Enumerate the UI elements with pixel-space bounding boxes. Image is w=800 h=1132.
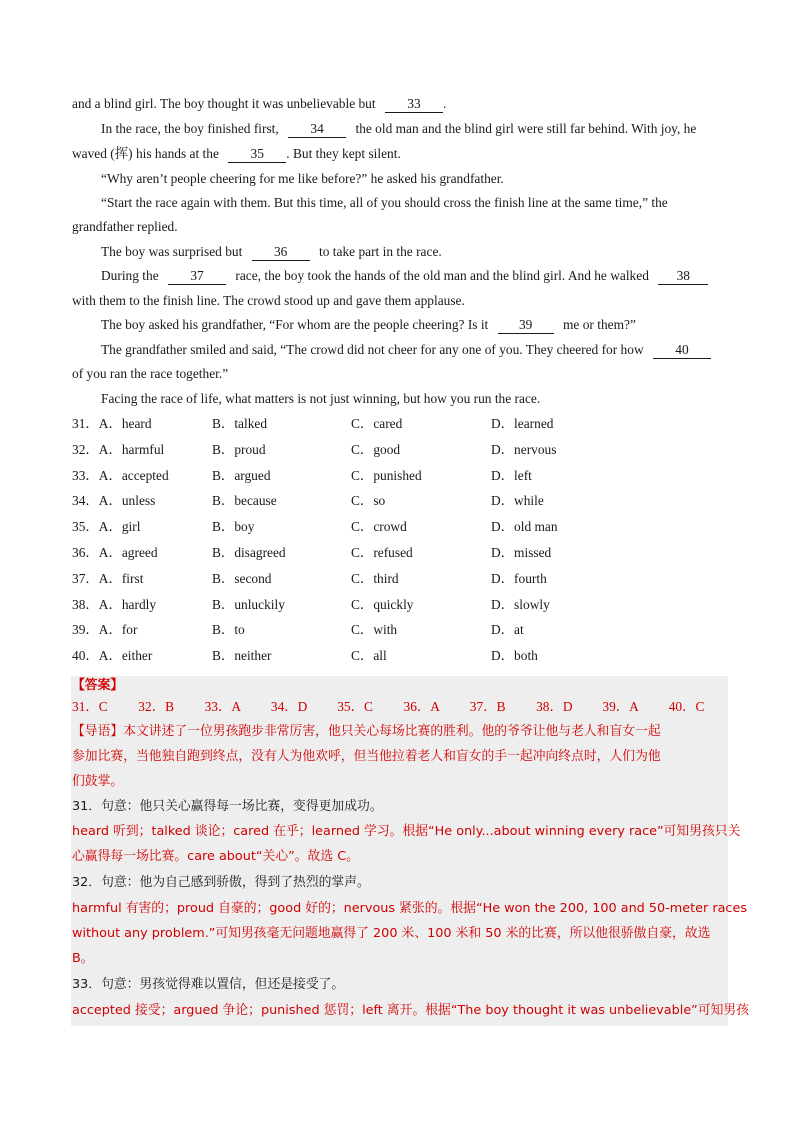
option-text: B．argued (212, 467, 271, 483)
option-text: D．old man (491, 519, 558, 535)
option-a (72, 595, 156, 615)
question-number: 37． (72, 570, 99, 586)
passage-line: Facing the race of life, what matters is not just winning, but how you run the race. (101, 391, 541, 406)
question-number: 36． (72, 545, 99, 560)
option-b (212, 466, 271, 486)
passage-line: with them to the finish line. The crowd stood up and gave them applause. (72, 293, 465, 308)
option-c (351, 646, 387, 666)
answer-item: 33．A (204, 699, 242, 714)
option-d (491, 569, 547, 589)
option-text: B．proud (212, 441, 266, 457)
option-text: B．to (212, 622, 245, 638)
option-text: A．first (98, 570, 144, 586)
passage-text: The boy asked his grandfather, “For whom are the people cheering? Is it (101, 317, 489, 332)
answer-item: 36．A (403, 699, 440, 714)
q32-explanation: B。 (72, 951, 94, 966)
q31-meaning: 31．句意：他只关心赢得每一场比赛，变得更加成功。 (72, 799, 383, 814)
guide-line: 们鼓掌。 (72, 774, 124, 789)
passage-line: “Why aren’t people cheering for me like before?” he asked his grandfather. (101, 171, 504, 186)
q31-explanation: heard 听到；talked 谈论；cared 在乎；learned 学习。根据“He only...about winning every race”可知男孩只关 (72, 824, 741, 839)
answer-item: 35．C (337, 699, 373, 714)
guide-line: 【导语】本文讲述了一位男孩跑步非常厉害，他只关心每场比赛的胜利。他的爷爷让他与老人和盲女一起 (72, 724, 661, 739)
option-a (72, 569, 143, 589)
option-c (351, 569, 399, 589)
option-text: D．fourth (491, 570, 547, 586)
passage-text: race, the boy took the hands of the old man and the blind girl. And he walked (235, 268, 649, 283)
option-text: A．harmful (98, 441, 165, 457)
option-c (351, 491, 385, 511)
passage-text: the old man and the blind girl were still far behind. With joy, he (355, 121, 697, 136)
option-b (212, 440, 266, 460)
option-a (72, 414, 152, 434)
question-number: 34． (72, 493, 99, 509)
option-c (351, 414, 402, 434)
option-text: B．disagreed (212, 545, 286, 560)
option-a (72, 543, 158, 563)
blank-36: 36 (252, 244, 310, 261)
q33-explanation: accepted 接受；argued 争论；punished 惩罚；left 离开。根据“The boy thought it was unbelievable”可知男孩 (72, 1003, 750, 1018)
option-text: B．unluckily (212, 596, 285, 612)
passage-line (101, 340, 711, 360)
passage-text: During the (101, 268, 159, 283)
option-text: A．hardly (98, 596, 157, 612)
option-text: C．punished (351, 467, 422, 483)
option-b (212, 491, 277, 511)
passage-line (101, 242, 442, 262)
answer-item: 37．B (469, 699, 506, 714)
option-d (491, 620, 524, 640)
blank-39: 39 (498, 317, 554, 334)
passage-line: “Start the race again with them. But this time, all of you should cross the finish line at the same time,” the (101, 195, 668, 210)
option-d (491, 595, 550, 615)
option-text: B．second (212, 570, 272, 586)
passage-text: me or them?” (563, 317, 636, 332)
option-d (491, 466, 532, 486)
question-number: 39． (72, 622, 99, 638)
option-text: C．refused (351, 545, 413, 560)
option-text: B．boy (212, 519, 255, 535)
option-text: A．either (98, 648, 153, 664)
option-d (491, 440, 556, 460)
blank-33: 33 (385, 96, 443, 113)
option-a (72, 517, 140, 537)
passage-text: . But they kept silent. (286, 146, 401, 161)
option-text: D．nervous (491, 441, 557, 457)
answer-item: 39．A (602, 699, 639, 714)
passage-text: The boy was surprised but (101, 244, 243, 259)
option-b (212, 543, 286, 563)
question-number: 32． (72, 441, 99, 457)
option-a (72, 620, 137, 640)
option-b (212, 569, 272, 589)
option-text: C．quickly (351, 596, 414, 612)
passage-line (101, 119, 696, 139)
option-c (351, 620, 397, 640)
answer-item: 40．C (668, 699, 705, 714)
option-c (351, 440, 400, 460)
option-c (351, 517, 407, 537)
option-a (72, 440, 164, 460)
blank-37: 37 (168, 268, 226, 285)
question-number: 40． (72, 648, 99, 664)
blank-34: 34 (288, 121, 346, 138)
option-b (212, 620, 245, 640)
q32-explanation: without any problem.”可知男孩毫无问题地赢得了 200 米、100 米和 50 米的比赛，所以他很骄傲自豪，故选 (72, 926, 711, 941)
passage-text: waved (挥) his hands at the (72, 146, 219, 161)
option-text: C．cared (351, 416, 403, 431)
passage-text: . (442, 96, 447, 111)
option-text: B．talked (212, 416, 268, 431)
option-a (72, 491, 155, 511)
q32-explanation: harmful 有害的；proud 自豪的；good 好的；nervous 紧张的。根据“He won the 200, 100 and 50-meter races (72, 901, 748, 916)
option-d (491, 491, 544, 511)
question-number: 31． (72, 416, 99, 431)
blank-40: 40 (653, 342, 711, 359)
passage-line: grandfather replied. (72, 219, 178, 234)
passage-text: In the race, the boy finished first, (101, 121, 279, 136)
passage-line (72, 144, 401, 164)
option-b (212, 595, 285, 615)
option-c (351, 543, 413, 563)
option-d (491, 543, 551, 563)
option-text: D．at (491, 622, 524, 638)
option-text: D．both (491, 648, 538, 664)
option-d (491, 517, 558, 537)
option-b (212, 517, 254, 537)
answer-item: 38．D (536, 699, 573, 714)
option-text: B．because (212, 493, 277, 509)
answer-item: 32．B (138, 699, 175, 714)
option-text: D．left (491, 467, 532, 483)
option-a (72, 646, 152, 666)
option-text: C．with (351, 622, 398, 638)
q31-explanation: 心赢得每一场比赛。care about“关心”。故选 C。 (72, 849, 359, 864)
option-b (212, 646, 272, 666)
q33-meaning: 33．句意：男孩觉得难以置信，但还是接受了。 (72, 977, 345, 992)
option-text: A．girl (98, 519, 141, 535)
passage-line (101, 315, 636, 335)
option-text: D．while (491, 493, 544, 509)
q32-meaning: 32．句意：他为自己感到骄傲，得到了热烈的掌声。 (72, 875, 370, 890)
passage-line: of you ran the race together.” (72, 366, 229, 381)
option-b (212, 414, 267, 434)
option-d (491, 414, 553, 434)
option-text: A．unless (98, 493, 156, 509)
option-text: C．crowd (351, 519, 407, 535)
option-text: A．heard (98, 416, 152, 431)
option-text: D．slowly (491, 596, 550, 612)
answer-item: 31．C (72, 699, 108, 714)
option-text: C．so (351, 493, 386, 509)
option-text: D．missed (491, 545, 552, 560)
answer-heading: 【答案】 (72, 678, 124, 693)
guide-line: 参加比赛，当他独自跑到终点，没有人为他欢呼，但当他拉着老人和盲女的手一起冲向终点时，人们为他 (72, 749, 661, 764)
option-d (491, 646, 538, 666)
option-text: A．accepted (98, 467, 169, 483)
option-text: D．learned (491, 416, 554, 431)
passage-line (101, 266, 708, 286)
question-number: 38． (72, 596, 99, 612)
option-text: A．for (98, 622, 138, 638)
option-text: C．third (351, 570, 399, 586)
question-number: 33． (72, 467, 99, 483)
passage-line (72, 94, 446, 114)
option-c (351, 466, 422, 486)
option-text: B．neither (212, 648, 272, 664)
answer-item: 34．D (270, 699, 308, 714)
blank-38: 38 (658, 268, 708, 285)
option-text: A．agreed (98, 545, 158, 560)
blank-35: 35 (228, 146, 286, 163)
option-text: C．all (351, 648, 387, 664)
question-number: 35． (72, 519, 99, 535)
option-text: C．good (351, 441, 401, 457)
passage-text: to take part in the race. (319, 244, 442, 259)
option-a (72, 466, 169, 486)
option-c (351, 595, 414, 615)
passage-text: and a blind girl. The boy thought it was unbelievable but (72, 96, 376, 111)
passage-text: The grandfather smiled and said, “The crowd did not cheer for any one of you. They cheered for how (101, 342, 644, 357)
